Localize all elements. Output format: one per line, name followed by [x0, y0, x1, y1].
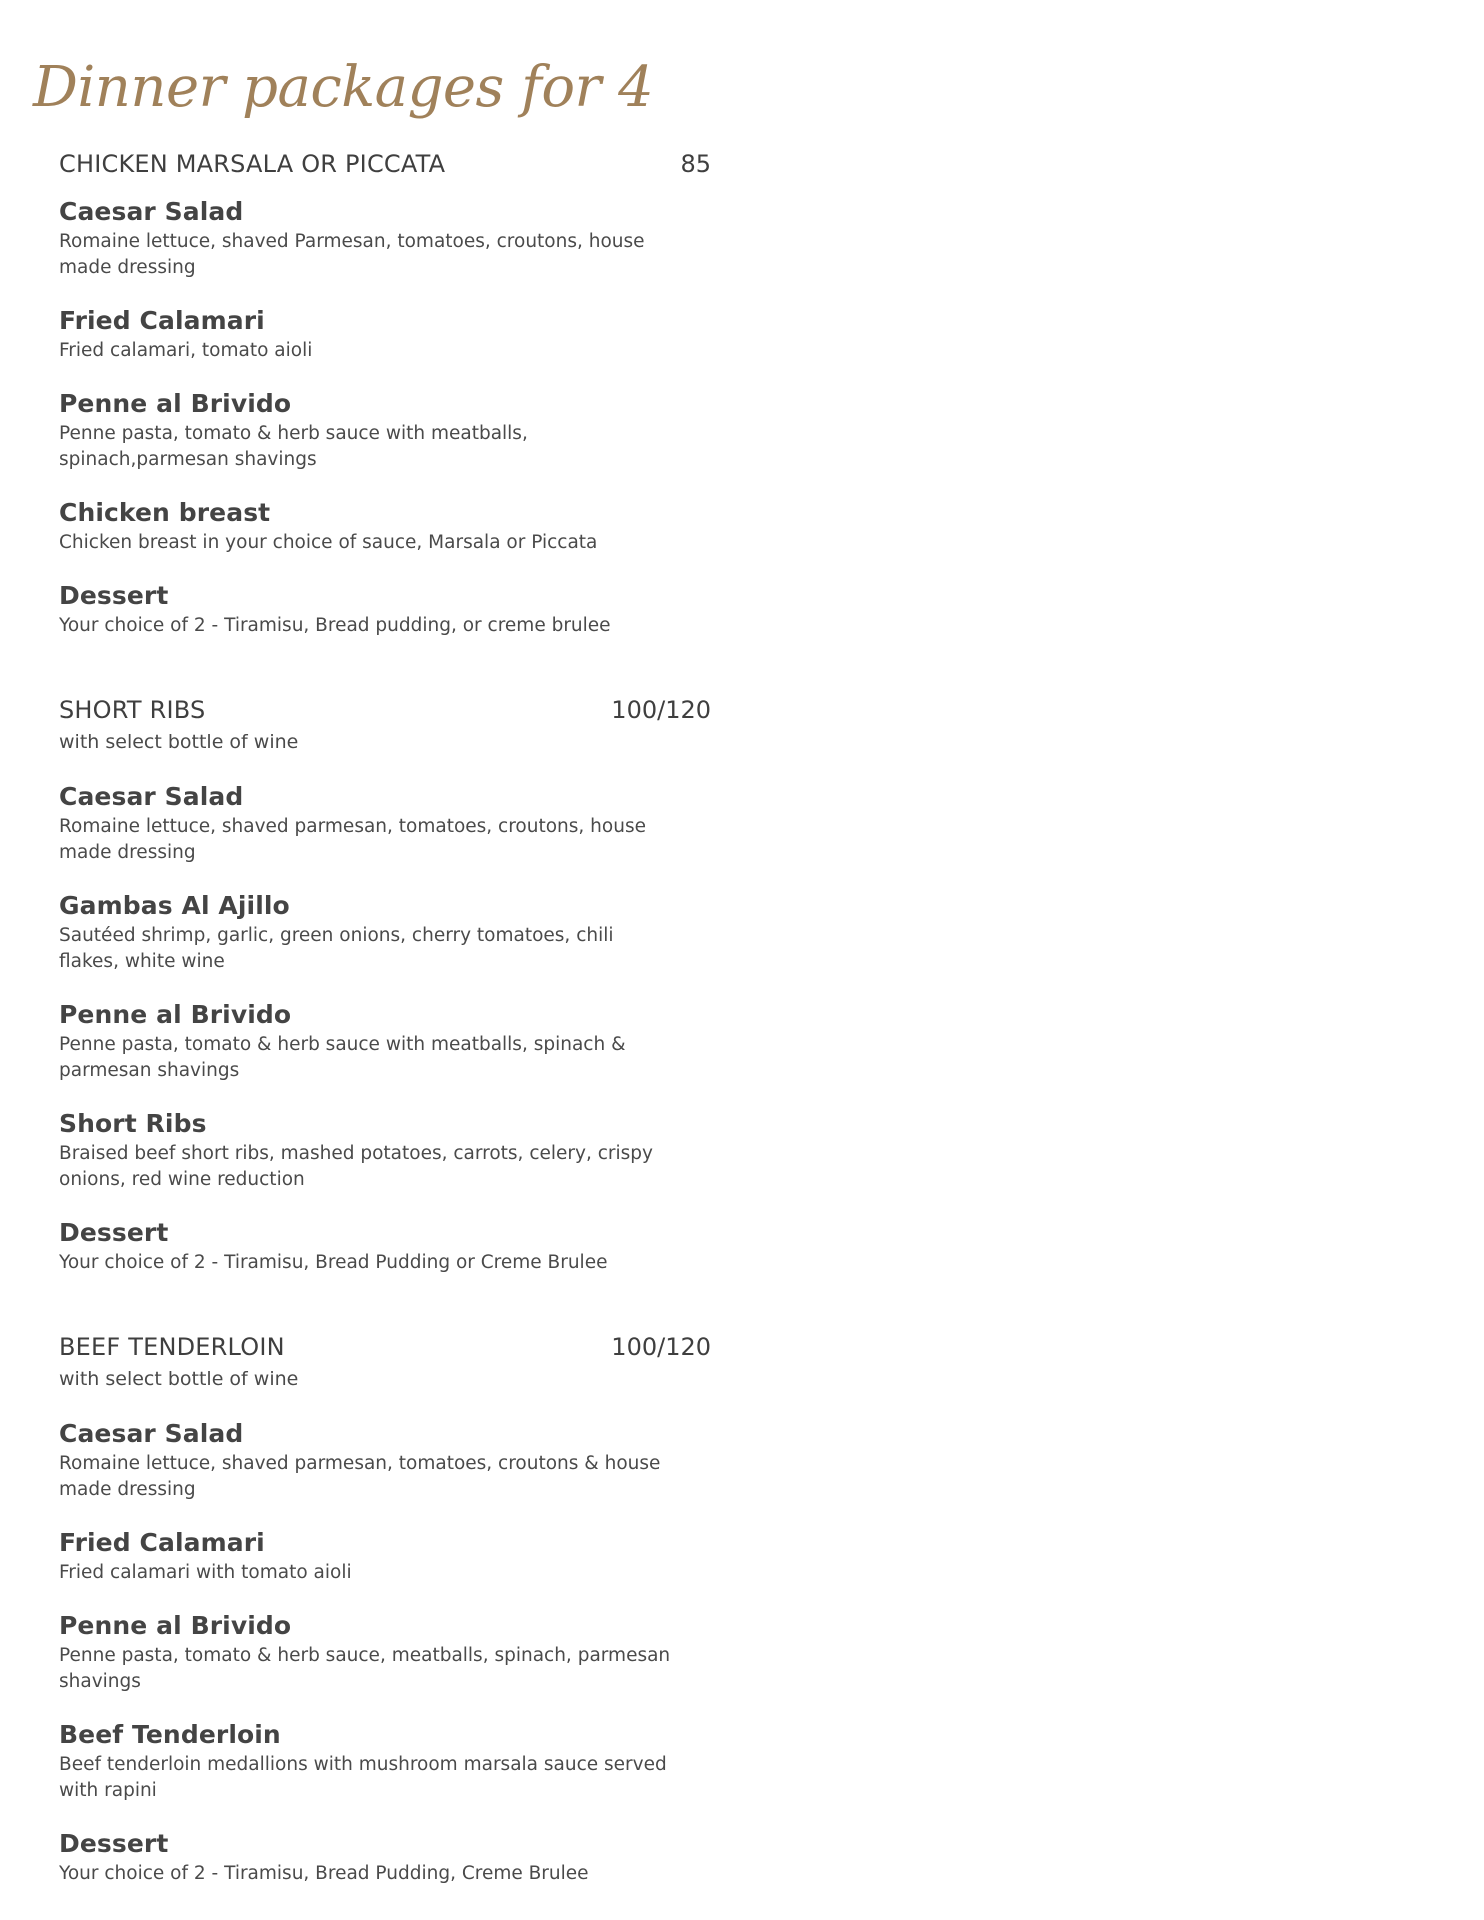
course-name: Dessert [59, 581, 169, 610]
course-description: Penne pasta, tomato & herb sauce, meatballs, spinach, parmesan shavings [59, 1645, 671, 1692]
course-item [59, 387, 711, 473]
course-description: Your choice of 2 - Tiramisu, Bread Pudding or Creme Brulee [59, 1252, 608, 1273]
package-header [59, 145, 711, 183]
course-name: Caesar Salad [59, 197, 244, 226]
course-item [59, 195, 711, 281]
course-list [59, 780, 711, 1276]
package-beef-tenderloin [59, 1328, 711, 1887]
package-chicken [59, 145, 711, 639]
course-item [59, 1216, 711, 1276]
course-list [59, 1417, 711, 1887]
course-description: Fried calamari with tomato aioli [59, 1562, 352, 1583]
course-name: Fried Calamari [59, 1528, 265, 1557]
package-price: 100/120 [611, 1333, 711, 1361]
package-subtitle: with select bottle of wine [59, 1368, 299, 1390]
package-subtitle: with select bottle of wine [59, 731, 299, 753]
course-name: Gambas Al Ajillo [59, 891, 290, 920]
course-item [59, 780, 711, 866]
course-name: Caesar Salad [59, 1419, 244, 1448]
course-item [59, 1718, 711, 1804]
page-title: Dinner packages for 4 [33, 55, 654, 120]
course-name: Penne al Brivido [59, 1611, 292, 1640]
course-description: Fried calamari, tomato aioli [59, 340, 313, 361]
course-name: Penne al Brivido [59, 389, 292, 418]
package-name: SHORT RIBS [59, 696, 206, 724]
course-description: Romaine lettuce, shaved parmesan, tomatoes, croutons, house made dressing [59, 816, 646, 863]
course-item [59, 579, 711, 639]
package-name: BEEF TENDERLOIN [59, 1333, 285, 1361]
course-description: Sautéed shrimp, garlic, green onions, cherry tomatoes, chili flakes, white wine [59, 925, 614, 972]
package-name: CHICKEN MARSALA OR PICCATA [59, 150, 446, 178]
course-item [59, 496, 711, 556]
course-name: Beef Tenderloin [59, 1720, 281, 1749]
course-description: Penne pasta, tomato & herb sauce with meatballs, spinach & parmesan shavings [59, 1034, 626, 1081]
course-item [59, 1827, 711, 1887]
course-name: Short Ribs [59, 1109, 207, 1138]
course-item [59, 889, 711, 975]
course-item [59, 1526, 711, 1586]
package-header [59, 691, 711, 729]
course-description: Romaine lettuce, shaved Parmesan, tomatoes, croutons, house made dressing [59, 231, 645, 278]
course-item [59, 1107, 711, 1193]
course-description: Penne pasta, tomato & herb sauce with meatballs, spinach,parmesan shavings [59, 423, 528, 470]
package-price: 85 [680, 150, 711, 178]
course-name: Caesar Salad [59, 782, 244, 811]
course-description: Your choice of 2 - Tiramisu, Bread Pudding, Creme Brulee [59, 1863, 589, 1884]
package-header [59, 1328, 711, 1366]
course-item [59, 1417, 711, 1503]
packages-list [59, 145, 711, 1887]
course-name: Fried Calamari [59, 306, 265, 335]
course-description: Beef tenderloin medallions with mushroom marsala sauce served with rapini [59, 1754, 667, 1801]
course-description: Your choice of 2 - Tiramisu, Bread pudding, or creme brulee [59, 615, 611, 636]
course-item [59, 998, 711, 1084]
package-short-ribs [59, 691, 711, 1276]
course-description: Romaine lettuce, shaved parmesan, tomatoes, croutons & house made dressing [59, 1453, 661, 1500]
course-item [59, 1609, 711, 1695]
course-name: Dessert [59, 1218, 169, 1247]
course-item [59, 304, 711, 364]
course-name: Dessert [59, 1829, 169, 1858]
course-description: Chicken breast in your choice of sauce, Marsala or Piccata [59, 532, 598, 553]
course-name: Penne al Brivido [59, 1000, 292, 1029]
package-price: 100/120 [611, 696, 711, 724]
course-list [59, 195, 711, 639]
course-description: Braised beef short ribs, mashed potatoes, carrots, celery, crispy onions, red wine reduction [59, 1143, 653, 1190]
course-name: Chicken breast [59, 498, 271, 527]
